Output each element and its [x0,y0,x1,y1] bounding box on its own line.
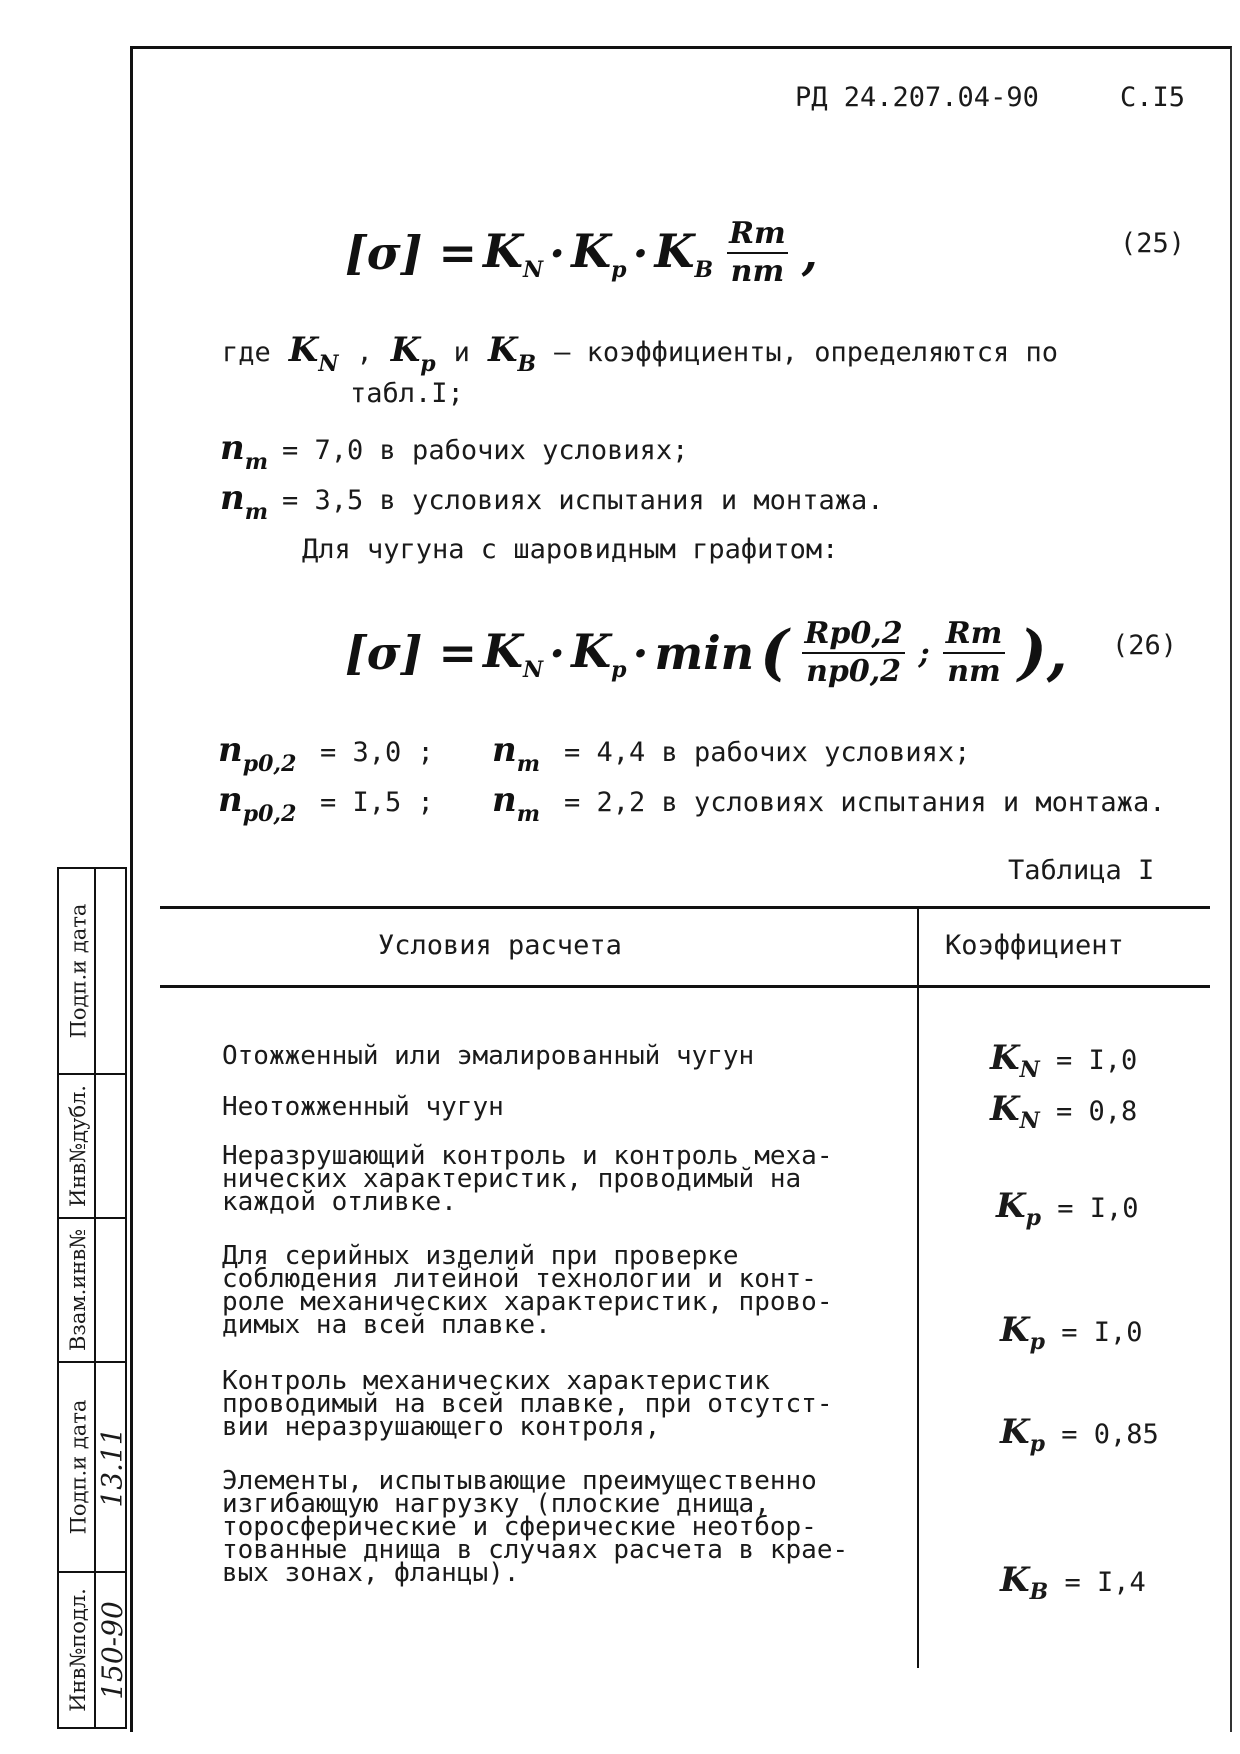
eq26-kp: $K_p$ [571,623,627,683]
coef-value: = I,0 [1057,1193,1139,1224]
stamp-handwritten: 150-90 [96,1600,130,1700]
table-row-1-coef [990,1038,1137,1083]
where-line [222,330,1058,377]
where-description: – коэффициенты, определяются по [554,337,1059,368]
table-row-1-text: Отожженный или эмалированный чугун [222,1041,755,1071]
table-header-conditions: Условия расчета [378,930,622,961]
stamp-cell-original-inv [57,1571,130,1729]
equation-26 [345,616,1068,690]
nm-line-working [220,428,688,475]
np02-symbol: $n_{p0,2}$ [218,780,297,827]
where-kb: $K_B$ [487,330,537,377]
eq25-dot-1: · [549,226,566,280]
table-row-4-coef [1000,1310,1143,1355]
where-comma: , [356,337,373,368]
where-kp: $K_p$ [390,330,436,377]
stamp-cell-signature-date-1 [57,867,127,1075]
eq26-lhs: [σ] = [345,626,478,680]
eq26-denominator-2: nm [943,652,1005,690]
table-row-2-text: Неотожженный чугун [222,1092,504,1122]
coef-value: = 0,8 [1055,1096,1138,1127]
eq26-denominator-1: np0,2 [802,652,905,690]
eq26-dot-1: · [549,626,566,680]
coef-symbol: $K_N$ [990,1038,1040,1083]
table-row-6-coef [1000,1560,1146,1605]
nm-line-testing [220,478,883,525]
nm-symbol: $n_m$ [492,730,541,777]
np02-value: = 3,0 ; [320,737,434,768]
coef-symbol: $K_p$ [996,1186,1041,1231]
np02-value: = I,5 ; [320,787,434,818]
eq25-fraction [725,216,790,290]
coef-symbol: $K_p$ [1000,1412,1045,1457]
eq26-semicolon: ; [918,635,930,671]
stamp-cell-duplicate-inv [57,1073,127,1219]
nm-symbol: $n_m$ [220,428,269,475]
equation-26-number: (26) [1112,630,1178,661]
coef-symbol: $K_B$ [1000,1560,1049,1605]
nm-working-text: = 7,0 в рабочих условиях; [282,435,689,466]
np-line-testing [218,780,1165,827]
nm-value-text: = 4,4 в рабочих условиях; [564,737,971,768]
page-number: С.I5 [1120,82,1186,113]
coef-value: = I,0 [1061,1317,1143,1348]
table-row-5-text: Контроль механических характеристик проводимый на всей плавке, при отсутст- вии неразрушающего контроля, [222,1366,833,1442]
eq26-dot-2: · [632,626,649,680]
coef-symbol: $K_p$ [1000,1310,1045,1355]
eq25-numerator: Rm [729,216,786,251]
document-code: РД 24.207.04-90 [795,82,1039,113]
nm-symbol: $n_m$ [492,780,541,827]
stamp-handwritten: 13.11 [96,1426,130,1508]
eq26-numerator-2: Rm [945,616,1003,651]
stamp-cell-replaced-inv [57,1217,127,1363]
table-column-divider [917,906,919,988]
stamp-label: Инв№подл. [66,1588,90,1712]
eq25-kb: $K_B$ [654,223,714,283]
eq26-open-paren: ( [760,618,789,688]
eq26-kn: $K_N$ [483,623,544,683]
table-row-4-text: Для серийных изделий при проверке соблюдения литейной технологии и конт- роле механических характеристик, прово- димых на всей плавке. [222,1241,833,1340]
np02-symbol: $n_{p0,2}$ [218,730,297,777]
eq25-denominator: nm [727,252,789,290]
eq26-fraction-1 [801,616,907,690]
stamp-label: Инв№дубл. [66,1085,91,1207]
where-kn: $K_N$ [288,330,339,377]
table-row-3-coef [996,1186,1139,1231]
where-and: и [453,337,470,368]
nm-symbol: $n_m$ [220,478,269,525]
eq25-kp: $K_p$ [571,223,627,283]
table-row-5-coef [1000,1412,1159,1457]
coef-value: = I,0 [1055,1045,1138,1076]
coef-value: = I,4 [1064,1567,1146,1598]
coef-value: = 0,85 [1061,1419,1159,1450]
eq26-intro: Для чугуна с шаровидным графитом: [302,534,839,565]
table-caption: Таблица I [1008,855,1155,886]
table-top-rule [160,906,1210,909]
eq26-fraction-2 [942,616,1007,690]
eq25-lhs: [σ] = [345,226,478,280]
table-row-2-coef [990,1089,1137,1134]
eq25-dot-2: · [632,226,649,280]
nm-testing-text: = 3,5 в условиях испытания и монтажа. [282,485,884,516]
eq26-min: min [654,626,755,680]
table-right-divider [917,988,919,1668]
eq25-kn: $K_N$ [483,223,544,283]
eq26-numerator-1: Rp0,2 [804,616,903,651]
table-row-3-text: Неразрушающий контроль и контроль меха- нических характеристик, проводимый на каждой отливке. [222,1141,833,1217]
table-row-6-text: Элементы, испытывающие преимущественно изгибающую нагрузку (плоские днища, торосферические и сферические неотбор- тованные днища в случаях расчета в крае- вых зонах, фланцы). [222,1466,849,1588]
stamp-label: Подп.и дата [66,903,91,1039]
stamp-label: Подп.и дата [66,1399,91,1535]
where-word: где [222,337,271,368]
approval-stamp [57,867,130,1729]
stamp-label: Взам.инв№ [66,1228,91,1352]
eq25-comma: , [801,226,818,280]
coef-symbol: $K_N$ [990,1089,1040,1134]
equation-25 [345,216,818,290]
table-header-rule [160,985,1210,988]
nm-value-text: = 2,2 в условиях испытания и монтажа. [564,787,1166,818]
stamp-cell-signature-date-2 [57,1361,130,1573]
eq26-close-paren: ), [1018,618,1068,688]
np-line-working [218,730,970,777]
table-header-coefficient: Коэффициент [945,930,1124,961]
equation-25-number: (25) [1120,228,1186,259]
where-reference: табл.I; [350,378,464,409]
